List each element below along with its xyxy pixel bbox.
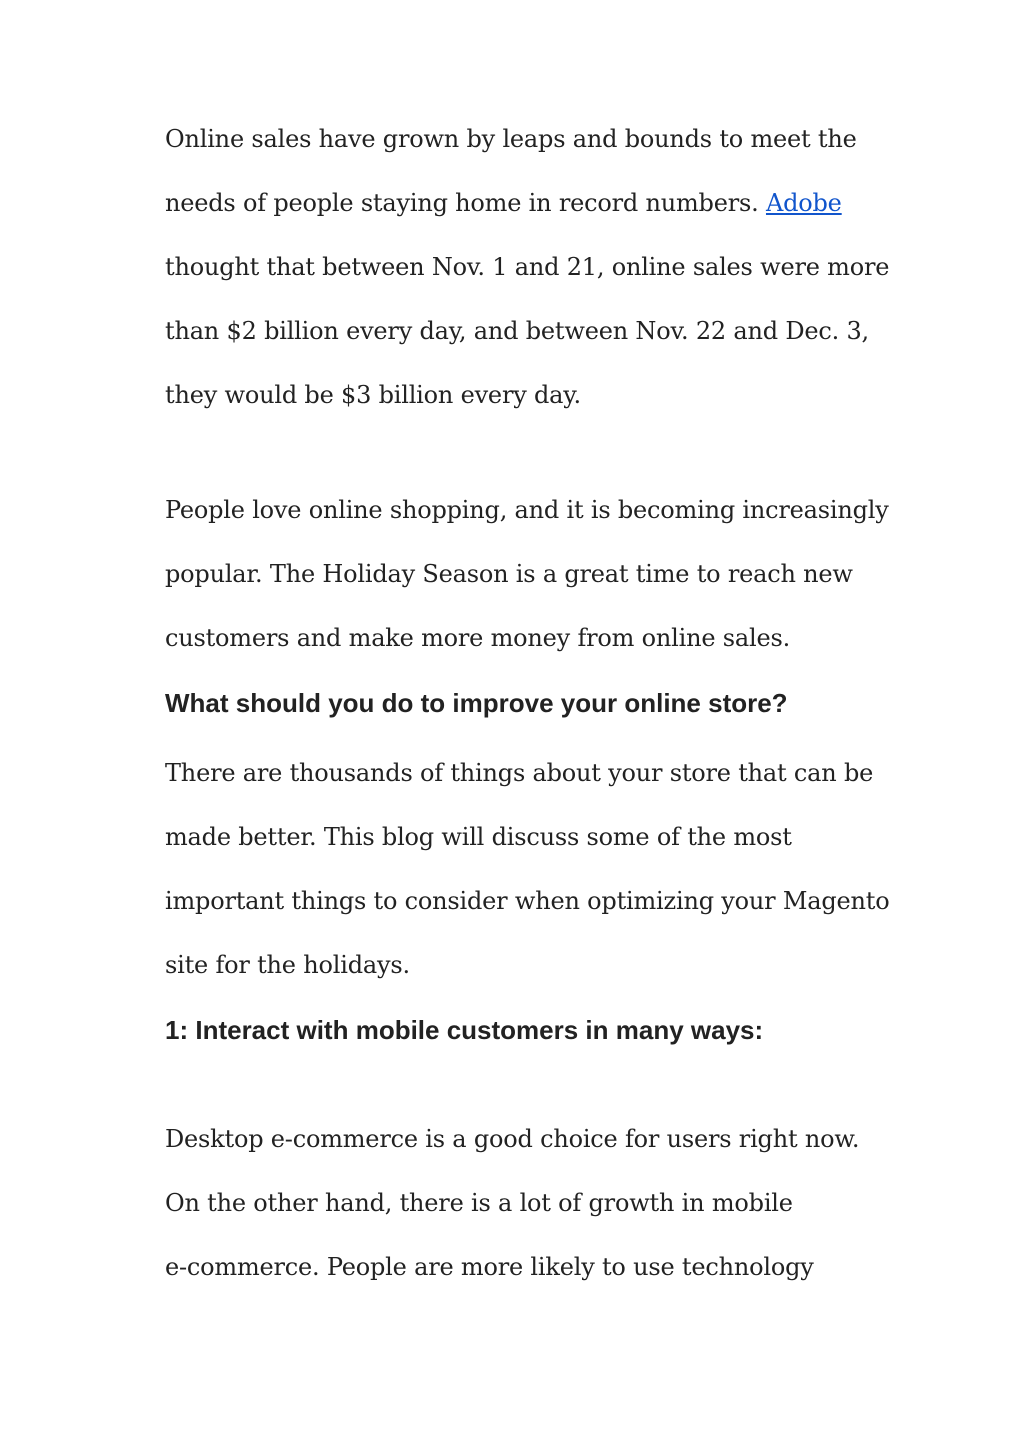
paragraph-1-line-4: than $2 billion every day, and between Nov. 22 and Dec. 3, <box>165 317 869 345</box>
paragraph-2-line-3: customers and make more money from online sales. <box>165 624 791 652</box>
section-heading-improve-store: What should you do to improve your online store? <box>165 688 788 718</box>
paragraph-2-line-2: popular. The Holiday Season is a great time to reach new <box>165 560 853 588</box>
paragraph-4-line-1: Desktop e-commerce is a good choice for users right now. <box>165 1125 860 1153</box>
paragraph-3-line-4: site for the holidays. <box>165 951 410 979</box>
paragraph-4-line-2: On the other hand, there is a lot of growth in mobile <box>165 1189 793 1217</box>
paragraph-3-line-2: made better. This blog will discuss some of the most <box>165 823 792 851</box>
paragraph-1-line-2-text: needs of people staying home in record numbers. <box>165 189 759 217</box>
section-heading-mobile-customers: 1: Interact with mobile customers in many ways: <box>165 1015 764 1045</box>
paragraph-1-line-3: thought that between Nov. 1 and 21, online sales were more <box>165 253 890 281</box>
paragraph-1-line-2 <box>165 188 842 218</box>
paragraph-1-line-1: Online sales have grown by leaps and bounds to meet the <box>165 125 857 153</box>
paragraph-3-line-3: important things to consider when optimizing your Magento <box>165 887 890 915</box>
paragraph-3-line-1: There are thousands of things about your store that can be <box>165 759 874 787</box>
adobe-link[interactable]: Adobe <box>765 189 842 217</box>
paragraph-4-line-3: e-commerce. People are more likely to use technology <box>165 1253 814 1281</box>
paragraph-2-line-1: People love online shopping, and it is becoming increasingly <box>165 496 889 524</box>
paragraph-1-line-5: they would be $3 billion every day. <box>165 381 581 409</box>
